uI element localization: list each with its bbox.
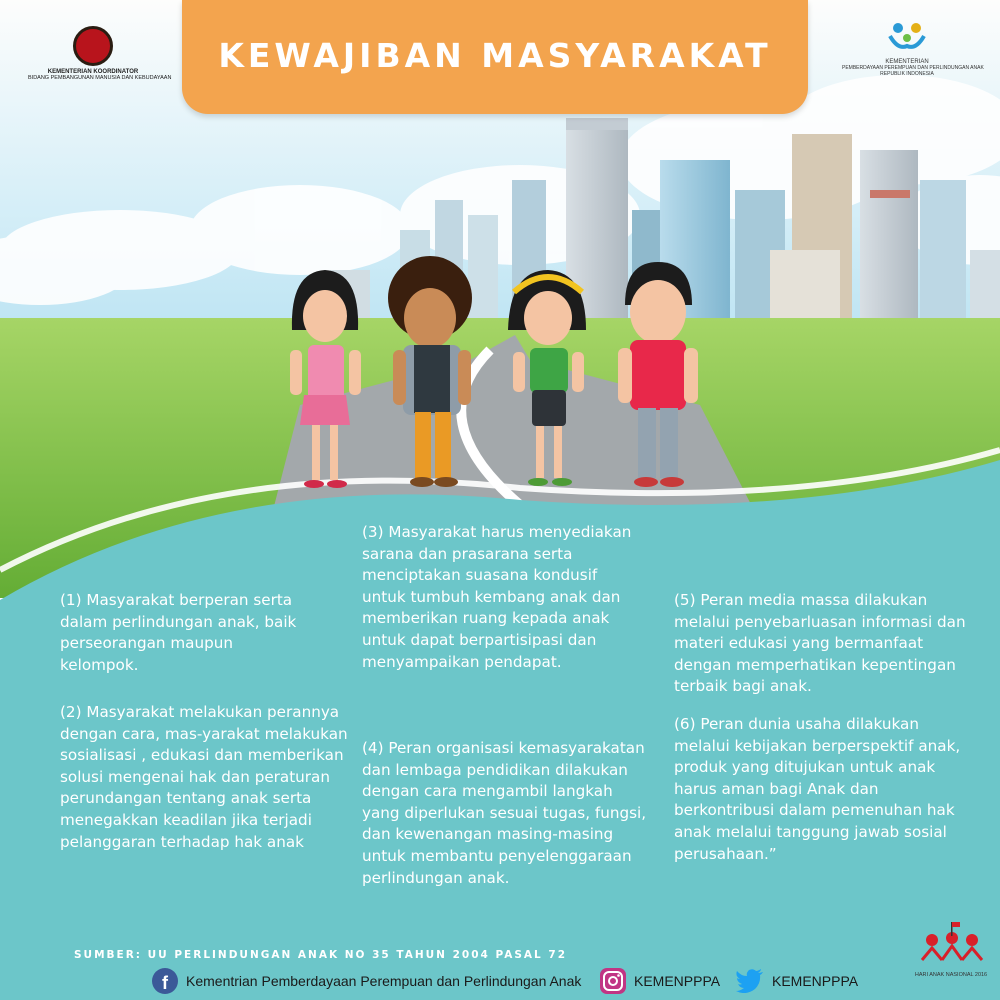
facebook-icon (152, 968, 178, 994)
logo-right-line3: REPUBLIK INDONESIA (880, 71, 934, 77)
hari-anak-label: HARI ANAK NASIONAL 2016 (914, 972, 988, 978)
kemenpppa-emblem-icon (886, 20, 928, 54)
facebook-handle: Kementrian Pemberdayaan Perempuan dan Perlindungan Anak (186, 973, 582, 989)
hari-anak-nasional-logo (914, 922, 988, 978)
point-6: (6) Peran dunia usaha dilakukan melalui kebijakan berperspektif anak, produk yang ditujukan untuk anak harus aman bagi Anak dan berkontribusi dalam pemenuhan hak anak melalui tanggung jawab sosial perusahaan.” (674, 715, 961, 863)
logo-left-line2: BIDANG PEMBANGUNAN MANUSIA DAN KEBUDAYAAN (28, 75, 172, 81)
point-3: (3) Masyarakat harus menyediakan sarana dan prasarana serta menciptakan suasana kondusif untuk tumbuh kembang anak dan memberikan ruang kepada anak untuk dapat berpartisipasi dan menyampaikan pendapat. (362, 523, 632, 671)
point-2: (2) Masyarakat melakukan perannya dengan cara, mas-yarakat melakukan sosialisasi , edukasi dan memberikan solusi mengenai hak dan peraturan perundangan tentang anak serta menegakkan keadilan jika terjadi pelanggaran terhadap hak anak (60, 703, 348, 851)
garuda-emblem-icon (73, 26, 113, 66)
kemenko-pmk-logo (28, 26, 172, 81)
footer-instagram[interactable] (600, 966, 720, 996)
instagram-handle: KEMENPPPA (634, 973, 721, 989)
twitter-icon (736, 969, 764, 993)
point-5: (5) Peran media massa dilakukan melalui penyebarluasan informasi dan materi edukasi yang bermanfaat dengan memperhatikan kepentingan terbaik bagi anak. (674, 591, 966, 696)
footer-twitter[interactable] (736, 966, 858, 996)
svg-text:f: f (162, 973, 168, 993)
twitter-handle: KEMENPPPA (772, 973, 859, 989)
page-title: KEWAJIBAN MASYARAKAT (218, 36, 772, 75)
instagram-icon (600, 968, 626, 994)
title-banner (182, 0, 808, 114)
logo-left-line1: KEMENTERIAN KOORDINATOR (47, 69, 139, 75)
logo-right-line2: PEMBERDAYAAN PEREMPUAN DAN PERLINDUNGAN ANAK (842, 65, 984, 71)
logo-right-line1: KEMENTERIAN (885, 59, 929, 65)
footer-facebook[interactable] (152, 966, 581, 996)
point-4: (4) Peran organisasi kemasyarakatan dan lembaga pendidikan dilakukan dengan cara mengambil langkah yang diperlukan sesuai tugas, fungsi, dan kewenangan masing-masing untuk membantu penyelenggaraan perlindungan anak. (362, 739, 647, 887)
source-citation: SUMBER: UU PERLINDUNGAN ANAK NO 35 TAHUN 2004 PASAL 72 (74, 949, 567, 961)
kemenpppa-logo (842, 20, 984, 77)
point-1: (1) Masyarakat berperan serta dalam perlindungan anak, baik perseorangan maupun kelompok. (60, 591, 297, 674)
